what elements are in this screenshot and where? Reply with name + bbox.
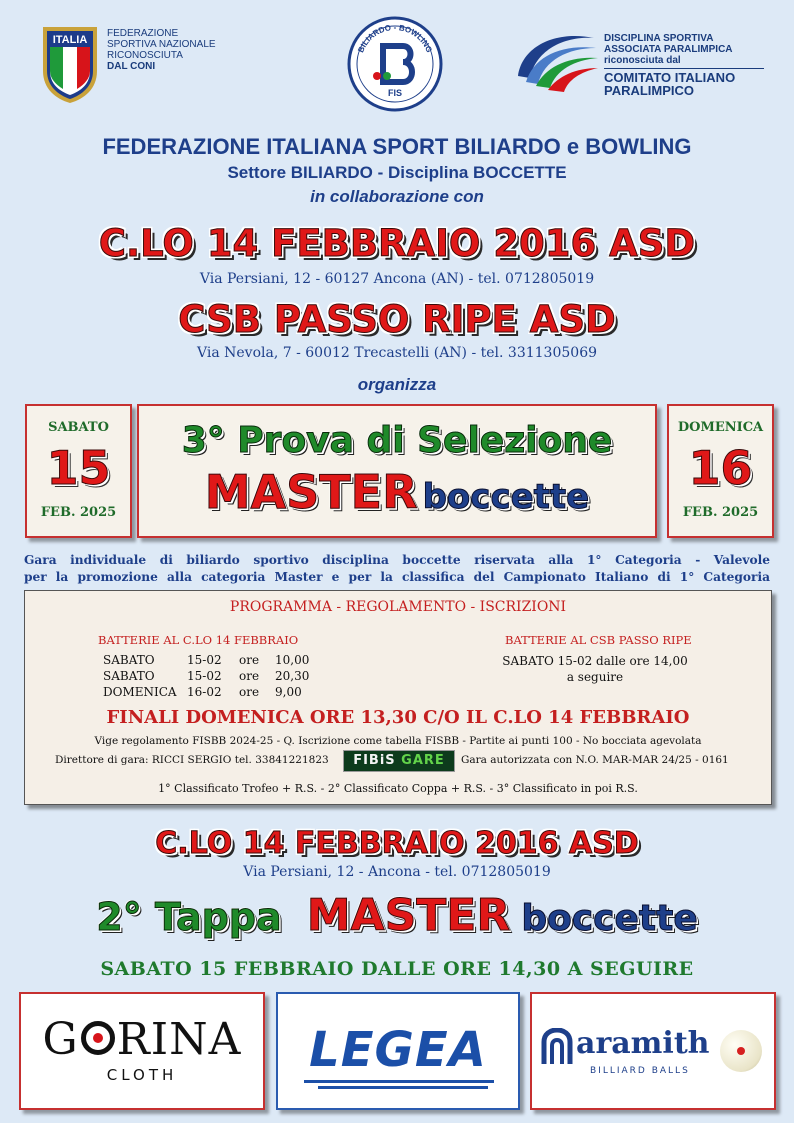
cip-line: DISCIPLINA SPORTIVA: [604, 33, 714, 44]
date-number: 15: [46, 441, 111, 495]
cip-swoosh-icon: [512, 26, 600, 94]
right-schedule-line: SABATO 15-02 dalle ore 14,00: [502, 654, 688, 668]
gare-text: GARE: [401, 753, 445, 768]
italia-label: ITALIA: [52, 34, 88, 46]
date-day: DOMENICA: [677, 420, 764, 435]
event-master: MASTER: [204, 465, 418, 519]
programma-box: [24, 590, 772, 805]
gorina-logo: G RINA: [42, 1014, 242, 1065]
organizza-line: organizza: [357, 375, 437, 394]
cip-line: ASSOCIATA PARALIMPICA: [604, 44, 733, 55]
right-schedule-line: a seguire: [566, 670, 624, 684]
tappa-title: [0, 890, 794, 941]
club2-address: Via Nevola, 7 - 60012 Trecastelli (AN) - tel. 3311305069: [196, 345, 598, 361]
club3-address: Via Persiani, 12 - Ancona - tel. 0712805019: [243, 864, 551, 880]
fsn-line: SPORTIVA NAZIONALE: [107, 39, 216, 50]
sponsor-aramith: [530, 992, 776, 1110]
schedule-list: [103, 653, 323, 701]
sponsor-legea: [276, 992, 520, 1110]
direttore-line: Direttore di gara: RICCI SERGIO tel. 33841221823: [55, 754, 329, 766]
date-day: SABATO: [48, 420, 109, 435]
legea-stripe: [304, 1080, 494, 1083]
event-boccette: boccette: [422, 477, 590, 517]
gara-description: [24, 552, 770, 586]
club3-name: C.LO 14 FEBBRAIO 2016 ASD: [155, 826, 639, 861]
date-number: 16: [688, 441, 753, 495]
aramith-logo: aramith: [576, 1026, 710, 1061]
cip-line: riconosciuta dal: [604, 55, 681, 66]
cip-divider: [604, 68, 764, 69]
fibis-text: FIBiS: [353, 753, 396, 768]
gorina-ball-icon: [81, 1021, 115, 1055]
sponsor-gorina: [19, 992, 265, 1110]
tappa-master: MASTER: [306, 890, 511, 941]
italia-shield-icon: [40, 25, 100, 105]
aramith-sub: BILLIARD BALLS: [590, 1066, 690, 1076]
date-box-saturday: [25, 404, 132, 538]
premi-line: 1° Classificato Trofeo + R.S. - 2° Classificato Coppa + R.S. - 3° Classificato in poi R.S.: [158, 782, 638, 795]
fisbb-logo-icon: [347, 16, 443, 112]
gorina-cloth: CLOTH: [106, 1066, 178, 1084]
tappa-label: 2° Tappa: [96, 895, 282, 939]
description-line: Gara individuale di biliardo sportivo disciplina boccette riservata alla 1° Categoria - Valevole: [24, 553, 770, 567]
fsn-text: [107, 28, 247, 72]
autorizzazione-line: Gara autorizzata con N.O. MAR-MAR 24/25 - 0161: [461, 754, 729, 766]
fsn-line: FEDERAZIONE: [107, 28, 179, 39]
sabato-line: SABATO 15 FEBBRAIO DALLE ORE 14,30 A SEGUIRE: [100, 958, 694, 980]
cip-org-line: PARALIMPICO: [604, 83, 695, 98]
date-box-sunday: [667, 404, 774, 538]
collaborazione-line: in collaborazione con: [310, 187, 484, 206]
club1-address: Via Persiani, 12 - 60127 Ancona (AN) - tel. 0712805019: [199, 271, 595, 287]
cip-text: [604, 33, 774, 97]
finali-line: FINALI DOMENICA ORE 13,30 C/O IL C.LO 14 FEBBRAIO: [106, 707, 690, 728]
legea-stripe: [318, 1086, 488, 1089]
club2-name: CSB PASSO RIPE ASD: [178, 298, 616, 341]
tappa-boccette: boccette: [521, 898, 698, 939]
aramith-symbol-icon: [540, 1028, 574, 1068]
federation-title: FEDERAZIONE ITALIANA SPORT BILIARDO e BOWLING: [102, 134, 692, 159]
settore-line: Settore BILIARDO - Disciplina BOCCETTE: [227, 163, 567, 182]
batterie-left-heading: BATTERIE AL C.LO 14 FEBBRAIO: [98, 633, 299, 647]
event-master-line: [139, 465, 655, 519]
fibis-gare-logo: [343, 750, 455, 772]
fisbb-ring-text: BILIARDO - BOWLING: [356, 23, 434, 54]
date-month: FEB. 2025: [682, 505, 759, 520]
fisbb-initials: FIS: [387, 88, 403, 98]
billiard-ball-icon: [720, 1030, 762, 1072]
legea-logo: LEGEA: [309, 1022, 487, 1078]
right-schedule: [445, 653, 745, 685]
schedule-row: SABATO 15-02 ore 20,30: [103, 669, 310, 683]
fsn-line: DAL CONI: [107, 61, 156, 72]
event-prova: 3° Prova di Selezione: [181, 420, 613, 461]
club1-name: C.LO 14 FEBBRAIO 2016 ASD: [98, 222, 696, 265]
regolamento-line: Vige regolamento FISBB 2024-25 - Q. Iscrizione come tabella FISBB - Partite ai punti 100 - No bocciata agevolata: [94, 735, 702, 747]
cip-org-line: COMITATO ITALIANO: [604, 70, 736, 85]
schedule-row: DOMENICA 16-02 ore 9,00: [103, 685, 302, 699]
schedule-row: SABATO 15-02 ore 10,00: [103, 653, 310, 667]
description-line: per la promozione alla categoria Master e per la classifica del Campionato Italiano di 1° Categoria: [24, 570, 770, 584]
event-title-box: [137, 404, 657, 538]
fsn-line: RICONOSCIUTA: [107, 50, 183, 61]
date-month: FEB. 2025: [40, 505, 117, 520]
batterie-right-heading: BATTERIE AL CSB PASSO RIPE: [505, 633, 692, 647]
programma-title: PROGRAMMA - REGOLAMENTO - ISCRIZIONI: [229, 599, 567, 615]
